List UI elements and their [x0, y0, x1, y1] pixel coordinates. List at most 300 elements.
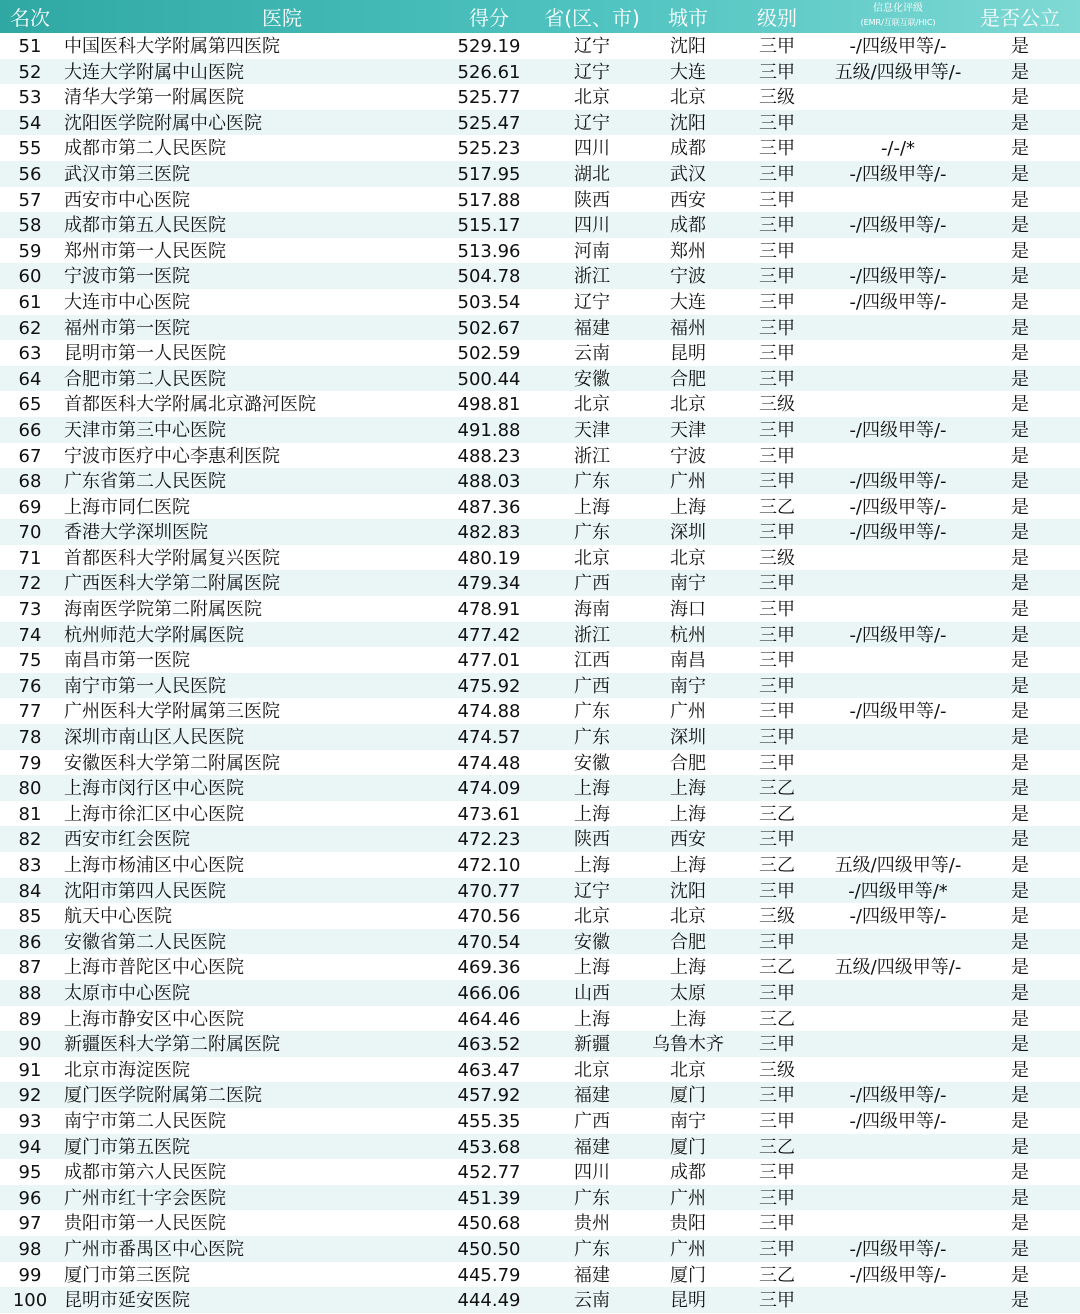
- cell-province: 海南: [574, 599, 610, 621]
- cell-public: 是: [1011, 138, 1029, 160]
- cell-score: 525.47: [457, 112, 521, 134]
- cell-rank: 73: [18, 599, 42, 621]
- cell-province: 北京: [574, 547, 610, 569]
- cell-city: 合肥: [670, 368, 706, 390]
- cell-hospital-name: 昆明市第一人民医院: [64, 343, 226, 365]
- cell-province: 北京: [574, 906, 610, 928]
- header-score: 得分: [469, 6, 509, 30]
- cell-public: 是: [1011, 1213, 1029, 1235]
- cell-city: 合肥: [670, 752, 706, 774]
- cell-level: 三甲: [759, 368, 795, 390]
- cell-level: 三甲: [759, 1290, 795, 1312]
- table-row: [0, 1108, 1080, 1134]
- table-row: [0, 954, 1080, 980]
- cell-informatization: -/四级甲等/-: [849, 36, 947, 57]
- table-row: [0, 545, 1080, 571]
- cell-public: 是: [1011, 650, 1029, 672]
- cell-hospital-name: 合肥市第二人民医院: [64, 368, 226, 390]
- cell-province: 广西: [574, 675, 610, 697]
- cell-level: 三甲: [759, 1213, 795, 1235]
- cell-rank: 85: [18, 906, 42, 928]
- cell-province: 浙江: [574, 445, 610, 467]
- cell-hospital-name: 成都市第五人民医院: [64, 215, 226, 237]
- cell-province: 上海: [574, 778, 610, 800]
- table-body: [0, 33, 1080, 1313]
- cell-level: 三甲: [759, 343, 795, 365]
- cell-hospital-name: 安徽省第二人民医院: [64, 931, 226, 953]
- cell-level: 三甲: [759, 266, 795, 288]
- cell-province: 四川: [574, 138, 610, 160]
- cell-province: 贵州: [574, 1213, 610, 1235]
- cell-score: 529.19: [457, 36, 521, 57]
- cell-hospital-name: 郑州市第一人民医院: [64, 240, 226, 262]
- cell-score: 445.79: [457, 1264, 521, 1286]
- cell-province: 陕西: [574, 189, 610, 211]
- cell-hospital-name: 宁波市医疗中心李惠利医院: [64, 445, 280, 467]
- cell-level: 三乙: [759, 855, 795, 876]
- cell-level: 三甲: [759, 1085, 795, 1107]
- cell-hospital-name: 西安市中心医院: [64, 189, 190, 211]
- cell-province: 山西: [574, 982, 610, 1004]
- table-row: [0, 826, 1080, 852]
- cell-level: 三甲: [759, 291, 795, 313]
- table-row: [0, 1134, 1080, 1160]
- cell-rank: 96: [18, 1187, 42, 1209]
- cell-informatization: -/四级甲等/-: [849, 1085, 947, 1107]
- cell-public: 是: [1011, 1008, 1029, 1030]
- cell-score: 470.77: [457, 880, 521, 902]
- cell-public: 是: [1011, 291, 1029, 313]
- cell-province: 北京: [574, 87, 610, 109]
- table-row: [0, 391, 1080, 417]
- cell-city: 北京: [670, 547, 706, 569]
- table-row: [0, 494, 1080, 520]
- cell-hospital-name: 厦门市第三医院: [64, 1264, 190, 1286]
- cell-level: 三级: [759, 394, 795, 416]
- table-row: [0, 1082, 1080, 1108]
- table-row: [0, 1210, 1080, 1236]
- cell-level: 三甲: [759, 752, 795, 774]
- cell-hospital-name: 广州医科大学附属第三医院: [64, 701, 280, 723]
- cell-province: 四川: [574, 1162, 610, 1184]
- cell-province: 上海: [574, 803, 610, 825]
- cell-level: 三乙: [759, 496, 795, 518]
- cell-score: 457.92: [457, 1085, 521, 1107]
- cell-rank: 83: [18, 855, 42, 876]
- cell-level: 三乙: [759, 778, 795, 800]
- cell-level: 三级: [759, 1059, 795, 1081]
- cell-hospital-name: 昆明市延安医院: [64, 1290, 190, 1312]
- cell-level: 三甲: [759, 573, 795, 595]
- cell-city: 广州: [670, 1187, 706, 1209]
- cell-province: 安徽: [574, 752, 610, 774]
- cell-hospital-name: 武汉市第三医院: [64, 163, 190, 185]
- cell-score: 455.35: [457, 1110, 521, 1132]
- cell-level: 三级: [759, 87, 795, 109]
- cell-public: 是: [1011, 189, 1029, 211]
- table-row: [0, 1159, 1080, 1185]
- cell-score: 491.88: [457, 419, 521, 441]
- cell-hospital-name: 上海市普陀区中心医院: [64, 957, 244, 979]
- cell-score: 464.46: [457, 1008, 521, 1030]
- cell-rank: 61: [18, 291, 42, 313]
- cell-rank: 69: [18, 496, 42, 518]
- cell-city: 武汉: [670, 163, 706, 185]
- cell-level: 三甲: [759, 445, 795, 467]
- cell-level: 三甲: [759, 317, 795, 339]
- cell-level: 三甲: [759, 419, 795, 441]
- cell-province: 福建: [574, 317, 610, 339]
- cell-hospital-name: 成都市第六人民医院: [64, 1162, 226, 1184]
- cell-city: 上海: [670, 496, 706, 518]
- table-row: [0, 519, 1080, 545]
- cell-score: 500.44: [457, 368, 521, 390]
- cell-score: 479.34: [457, 573, 521, 595]
- cell-public: 是: [1011, 471, 1029, 493]
- table-row: [0, 1006, 1080, 1032]
- cell-hospital-name: 太原市中心医院: [64, 982, 190, 1004]
- cell-informatization: -/四级甲等/-: [849, 1238, 947, 1260]
- cell-public: 是: [1011, 1187, 1029, 1209]
- cell-public: 是: [1011, 1034, 1029, 1056]
- cell-city: 成都: [670, 138, 706, 160]
- cell-city: 北京: [670, 394, 706, 416]
- table-row: [0, 1262, 1080, 1288]
- cell-rank: 77: [18, 701, 42, 723]
- cell-province: 新疆: [574, 1034, 610, 1056]
- cell-rank: 74: [18, 624, 42, 646]
- cell-rank: 68: [18, 471, 42, 493]
- cell-informatization: -/四级甲等/-: [849, 1264, 947, 1286]
- cell-score: 474.57: [457, 727, 521, 749]
- cell-score: 477.01: [457, 650, 521, 672]
- cell-city: 广州: [670, 701, 706, 723]
- cell-city: 厦门: [670, 1136, 706, 1158]
- cell-level: 三甲: [759, 36, 795, 57]
- cell-province: 广东: [574, 471, 610, 493]
- table-row: [0, 212, 1080, 238]
- cell-province: 辽宁: [574, 880, 610, 902]
- table-row: [0, 366, 1080, 392]
- cell-city: 沈阳: [670, 112, 706, 134]
- cell-city: 合肥: [670, 931, 706, 953]
- cell-hospital-name: 南宁市第一人民医院: [64, 675, 226, 697]
- cell-public: 是: [1011, 778, 1029, 800]
- cell-province: 辽宁: [574, 36, 610, 57]
- cell-score: 513.96: [457, 240, 521, 262]
- cell-rank: 82: [18, 829, 42, 851]
- table-row: [0, 980, 1080, 1006]
- cell-city: 上海: [670, 957, 706, 979]
- table-row: [0, 161, 1080, 187]
- cell-city: 上海: [670, 855, 706, 876]
- cell-score: 474.88: [457, 701, 521, 723]
- cell-public: 是: [1011, 727, 1029, 749]
- cell-city: 太原: [670, 982, 706, 1004]
- cell-score: 452.77: [457, 1162, 521, 1184]
- header-hospital: 医院: [262, 6, 302, 30]
- cell-city: 宁波: [670, 445, 706, 467]
- cell-hospital-name: 上海市徐汇区中心医院: [64, 803, 244, 825]
- cell-hospital-name: 西安市红会医院: [64, 829, 190, 851]
- table-row: [0, 263, 1080, 289]
- cell-rank: 67: [18, 445, 42, 467]
- table-row: [0, 1287, 1080, 1313]
- cell-rank: 84: [18, 880, 42, 902]
- cell-province: 广西: [574, 1110, 610, 1132]
- cell-public: 是: [1011, 496, 1029, 518]
- cell-score: 525.77: [457, 87, 521, 109]
- cell-hospital-name: 上海市杨浦区中心医院: [64, 855, 244, 876]
- cell-province: 辽宁: [574, 61, 610, 83]
- cell-rank: 64: [18, 368, 42, 390]
- table-row: [0, 698, 1080, 724]
- cell-city: 上海: [670, 803, 706, 825]
- cell-rank: 80: [18, 778, 42, 800]
- cell-score: 463.52: [457, 1034, 521, 1056]
- cell-city: 西安: [670, 189, 706, 211]
- cell-level: 三甲: [759, 1238, 795, 1260]
- cell-score: 504.78: [457, 266, 521, 288]
- cell-city: 乌鲁木齐: [652, 1034, 724, 1056]
- cell-city: 海口: [670, 599, 706, 621]
- cell-score: 475.92: [457, 675, 521, 697]
- cell-informatization: 五级/四级甲等/-: [834, 61, 962, 83]
- cell-province: 北京: [574, 394, 610, 416]
- cell-level: 三甲: [759, 931, 795, 953]
- cell-informatization: -/四级甲等/-: [849, 522, 947, 544]
- table-row: [0, 596, 1080, 622]
- cell-level: 三甲: [759, 624, 795, 646]
- table-row: [0, 443, 1080, 469]
- table-row: [0, 622, 1080, 648]
- cell-level: 三甲: [759, 189, 795, 211]
- table-row: [0, 468, 1080, 494]
- cell-rank: 91: [18, 1059, 42, 1081]
- cell-score: 517.88: [457, 189, 521, 211]
- cell-city: 广州: [670, 471, 706, 493]
- cell-city: 厦门: [670, 1085, 706, 1107]
- cell-level: 三甲: [759, 163, 795, 185]
- cell-level: 三级: [759, 906, 795, 928]
- cell-score: 466.06: [457, 982, 521, 1004]
- cell-public: 是: [1011, 317, 1029, 339]
- cell-province: 广东: [574, 727, 610, 749]
- header-info-subtitle: (EMR/互联互联/HIC): [860, 18, 936, 27]
- cell-informatization: -/四级甲等/-: [849, 419, 947, 441]
- cell-rank: 56: [18, 163, 42, 185]
- cell-level: 三甲: [759, 982, 795, 1004]
- table-row: [0, 673, 1080, 699]
- cell-public: 是: [1011, 445, 1029, 467]
- cell-city: 厦门: [670, 1264, 706, 1286]
- cell-rank: 54: [18, 112, 42, 134]
- cell-public: 是: [1011, 547, 1029, 569]
- cell-rank: 97: [18, 1213, 42, 1235]
- cell-level: 三甲: [759, 650, 795, 672]
- cell-city: 大连: [670, 291, 706, 313]
- cell-city: 上海: [670, 1008, 706, 1030]
- cell-province: 广西: [574, 573, 610, 595]
- cell-rank: 99: [18, 1264, 42, 1286]
- cell-rank: 55: [18, 138, 42, 160]
- cell-level: 三甲: [759, 880, 795, 902]
- cell-city: 郑州: [670, 240, 706, 262]
- table-row: [0, 1236, 1080, 1262]
- cell-city: 南宁: [670, 675, 706, 697]
- cell-city: 南宁: [670, 573, 706, 595]
- cell-city: 南宁: [670, 1110, 706, 1132]
- cell-hospital-name: 香港大学深圳医院: [64, 522, 208, 544]
- cell-province: 江西: [574, 650, 610, 672]
- cell-province: 天津: [574, 419, 610, 441]
- cell-hospital-name: 大连大学附属中山医院: [64, 61, 244, 83]
- cell-rank: 100: [12, 1290, 48, 1312]
- cell-city: 福州: [670, 317, 706, 339]
- cell-level: 三甲: [759, 599, 795, 621]
- cell-public: 是: [1011, 599, 1029, 621]
- cell-informatization: -/四级甲等/-: [849, 163, 947, 185]
- cell-public: 是: [1011, 1085, 1029, 1107]
- cell-level: 三甲: [759, 240, 795, 262]
- cell-hospital-name: 天津市第三中心医院: [64, 419, 226, 441]
- cell-rank: 51: [18, 36, 42, 57]
- cell-hospital-name: 厦门市第五医院: [64, 1136, 190, 1158]
- cell-public: 是: [1011, 931, 1029, 953]
- cell-level: 三甲: [759, 522, 795, 544]
- header-level: 级别: [757, 6, 797, 30]
- cell-rank: 86: [18, 931, 42, 953]
- cell-public: 是: [1011, 1059, 1029, 1081]
- cell-hospital-name: 沈阳市第四人民医院: [64, 880, 226, 902]
- cell-score: 488.23: [457, 445, 521, 467]
- header-city: 城市: [668, 6, 708, 30]
- header-informatization: [860, 3, 935, 36]
- cell-hospital-name: 上海市闵行区中心医院: [64, 778, 244, 800]
- cell-province: 北京: [574, 1059, 610, 1081]
- cell-level: 三乙: [759, 1008, 795, 1030]
- cell-public: 是: [1011, 803, 1029, 825]
- cell-rank: 76: [18, 675, 42, 697]
- cell-informatization: -/四级甲等/-: [849, 471, 947, 493]
- cell-hospital-name: 广东省第二人民医院: [64, 471, 226, 493]
- cell-score: 526.61: [457, 61, 521, 83]
- cell-hospital-name: 贵阳市第一人民医院: [64, 1213, 226, 1235]
- cell-score: 480.19: [457, 547, 521, 569]
- cell-rank: 75: [18, 650, 42, 672]
- cell-hospital-name: 广州市番禺区中心医院: [64, 1238, 244, 1260]
- cell-public: 是: [1011, 906, 1029, 928]
- cell-province: 浙江: [574, 266, 610, 288]
- table-row: [0, 315, 1080, 341]
- table-header: [0, 0, 1080, 33]
- cell-public: 是: [1011, 419, 1029, 441]
- cell-score: 470.54: [457, 931, 521, 953]
- cell-score: 474.09: [457, 778, 521, 800]
- cell-rank: 60: [18, 266, 42, 288]
- cell-score: 450.50: [457, 1238, 521, 1260]
- cell-rank: 92: [18, 1085, 42, 1107]
- cell-city: 沈阳: [670, 880, 706, 902]
- cell-hospital-name: 上海市同仁医院: [64, 496, 190, 518]
- cell-score: 473.61: [457, 803, 521, 825]
- cell-informatization: -/四级甲等/-: [849, 215, 947, 237]
- cell-hospital-name: 沈阳医学院附属中心医院: [64, 112, 262, 134]
- cell-rank: 71: [18, 547, 42, 569]
- cell-province: 河南: [574, 240, 610, 262]
- cell-score: 502.59: [457, 343, 521, 365]
- cell-rank: 98: [18, 1238, 42, 1260]
- cell-score: 453.68: [457, 1136, 521, 1158]
- table-row: [0, 750, 1080, 776]
- cell-public: 是: [1011, 675, 1029, 697]
- cell-province: 上海: [574, 957, 610, 979]
- cell-city: 北京: [670, 1059, 706, 1081]
- cell-level: 三甲: [759, 1187, 795, 1209]
- cell-city: 深圳: [670, 727, 706, 749]
- cell-level: 三甲: [759, 471, 795, 493]
- cell-province: 福建: [574, 1264, 610, 1286]
- table-row: [0, 1057, 1080, 1083]
- cell-informatization: -/四级甲等/-: [849, 906, 947, 928]
- cell-rank: 53: [18, 87, 42, 109]
- cell-public: 是: [1011, 368, 1029, 390]
- cell-public: 是: [1011, 522, 1029, 544]
- cell-province: 湖北: [574, 163, 610, 185]
- cell-rank: 52: [18, 61, 42, 83]
- cell-hospital-name: 南昌市第一医院: [64, 650, 190, 672]
- cell-city: 深圳: [670, 522, 706, 544]
- table-row: [0, 135, 1080, 161]
- cell-hospital-name: 北京市海淀医院: [64, 1059, 190, 1081]
- cell-province: 上海: [574, 1008, 610, 1030]
- cell-score: 451.39: [457, 1187, 521, 1209]
- cell-level: 三甲: [759, 701, 795, 723]
- cell-public: 是: [1011, 343, 1029, 365]
- cell-public: 是: [1011, 752, 1029, 774]
- table-row: [0, 59, 1080, 85]
- cell-informatization: -/四级甲等/-: [849, 291, 947, 313]
- cell-rank: 87: [18, 957, 42, 979]
- cell-city: 北京: [670, 906, 706, 928]
- cell-score: 498.81: [457, 394, 521, 416]
- cell-level: 三乙: [759, 957, 795, 979]
- cell-province: 上海: [574, 496, 610, 518]
- table-row: [0, 1031, 1080, 1057]
- cell-province: 辽宁: [574, 291, 610, 313]
- cell-hospital-name: 海南医学院第二附属医院: [64, 599, 262, 621]
- cell-level: 三甲: [759, 1110, 795, 1132]
- cell-public: 是: [1011, 240, 1029, 262]
- header-public: 是否公立: [980, 6, 1060, 30]
- cell-informatization: 五级/四级甲等/-: [834, 957, 962, 979]
- cell-rank: 66: [18, 419, 42, 441]
- cell-level: 三甲: [759, 138, 795, 160]
- cell-public: 是: [1011, 1110, 1029, 1132]
- cell-public: 是: [1011, 1162, 1029, 1184]
- cell-rank: 72: [18, 573, 42, 595]
- cell-city: 昆明: [670, 343, 706, 365]
- cell-public: 是: [1011, 112, 1029, 134]
- cell-city: 杭州: [670, 624, 706, 646]
- cell-level: 三甲: [759, 829, 795, 851]
- cell-hospital-name: 福州市第一医院: [64, 317, 190, 339]
- table-row: [0, 33, 1080, 59]
- cell-level: 三甲: [759, 1034, 795, 1056]
- cell-hospital-name: 新疆医科大学第二附属医院: [64, 1034, 280, 1056]
- cell-city: 贵阳: [670, 1213, 706, 1235]
- cell-score: 469.36: [457, 957, 521, 979]
